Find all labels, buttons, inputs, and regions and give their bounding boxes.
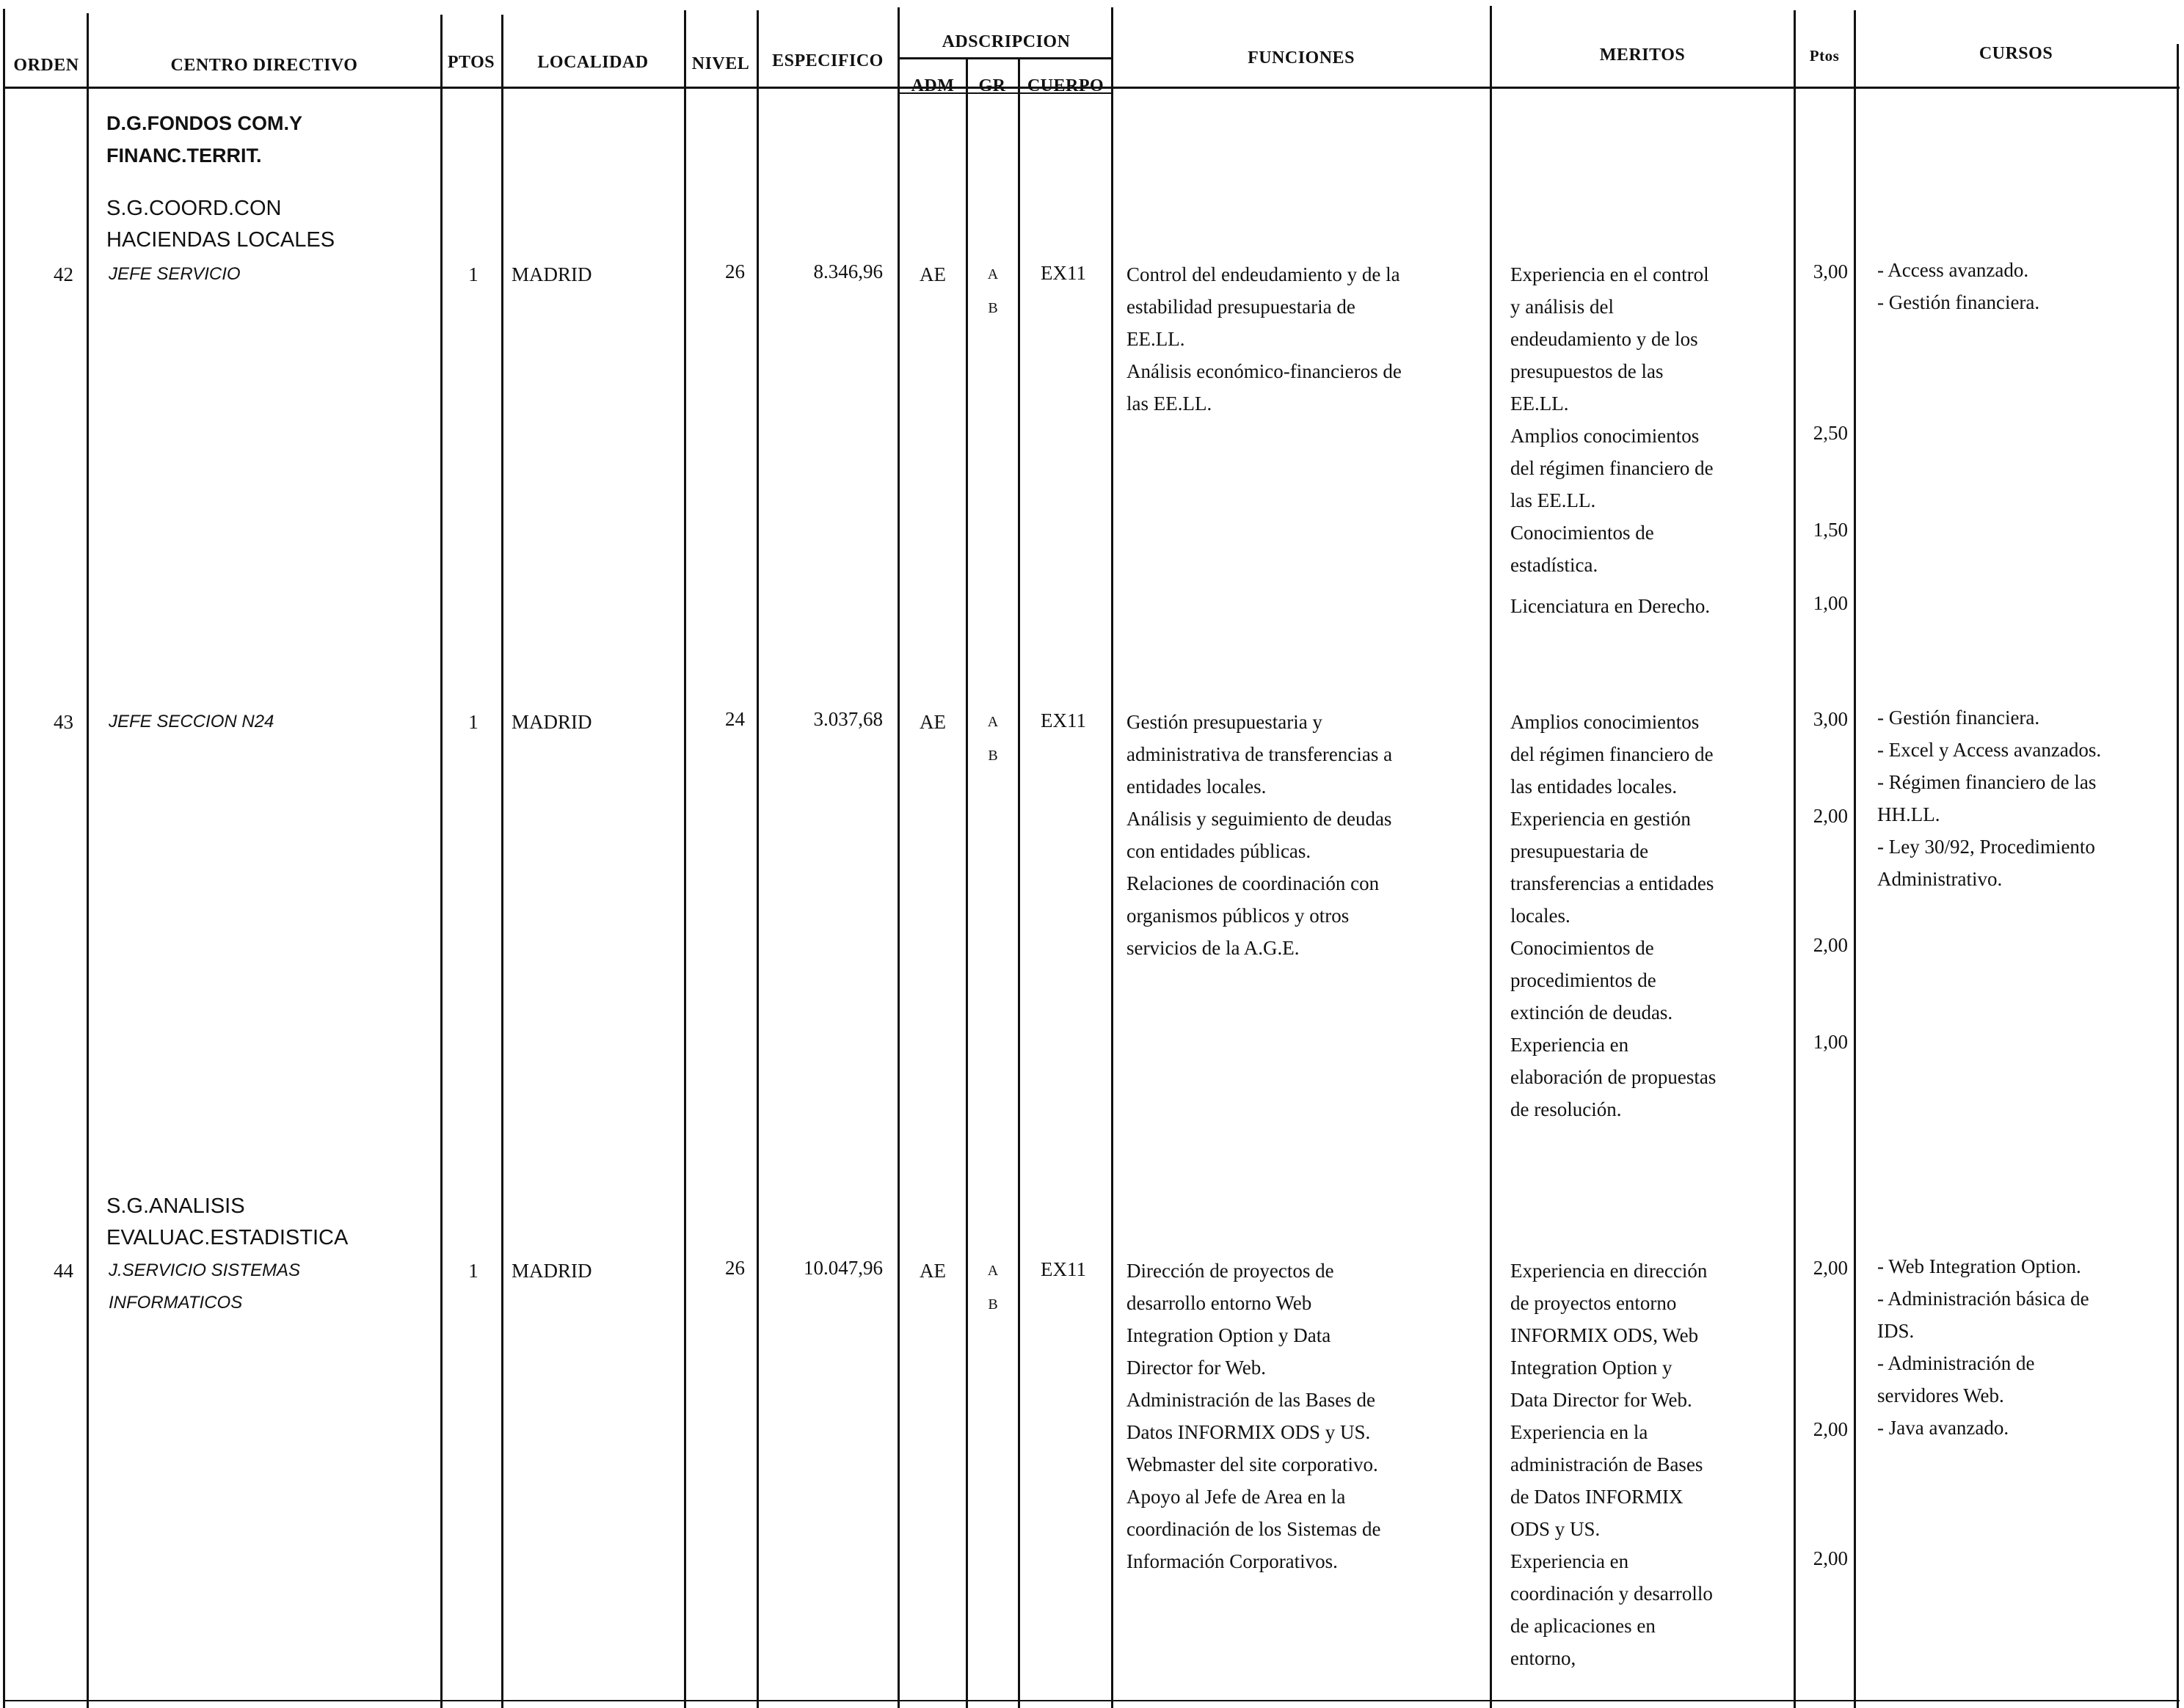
merito-line: de resolución. xyxy=(1510,1098,1622,1120)
grid-line xyxy=(87,13,89,1708)
merito-line: Integration Option y xyxy=(1510,1357,1672,1379)
gr-cell: A xyxy=(987,714,999,730)
funciones-line: Análisis económico-financieros de xyxy=(1126,360,1402,382)
merito-line: EE.LL. xyxy=(1510,393,1569,415)
merito-line: Conocimientos de xyxy=(1510,937,1654,959)
merito-line: Data Director for Web. xyxy=(1510,1389,1692,1411)
nivel-cell: 26 xyxy=(725,1257,745,1279)
header-cursos: CURSOS xyxy=(1979,44,2053,63)
cursos-line: servidores Web. xyxy=(1877,1384,2004,1406)
grid-line xyxy=(3,1700,2180,1701)
merito-line: Licenciatura en Derecho. xyxy=(1510,595,1711,617)
funciones-line: coordinación de los Sistemas de xyxy=(1126,1518,1381,1540)
merito-line: transferencias a entidades xyxy=(1510,872,1714,894)
merito-line: y análisis del xyxy=(1510,296,1614,318)
merito-line: de Datos INFORMIX xyxy=(1510,1486,1684,1508)
merito-line: Experiencia en gestión xyxy=(1510,808,1691,830)
header-cuerpo: CUERPO xyxy=(1027,76,1104,95)
funciones-line: Webmaster del site corporativo. xyxy=(1126,1453,1378,1475)
merito-line: entorno, xyxy=(1510,1647,1576,1669)
merito-line: Experiencia en dirección xyxy=(1510,1260,1708,1282)
gr-cell: B xyxy=(988,1296,998,1313)
orden-cell: 44 xyxy=(54,1260,73,1282)
merito-line: locales. xyxy=(1510,905,1570,927)
grid-line xyxy=(1111,7,1113,1708)
cuerpo-cell: EX11 xyxy=(1041,709,1086,731)
header-nivel: NIVEL xyxy=(691,54,750,73)
funciones-line: organismos públicos y otros xyxy=(1126,905,1350,927)
section-sg2-line1: S.G.ANALISIS xyxy=(106,1194,245,1218)
merito-ptos: 1,00 xyxy=(1813,592,1848,614)
cursos-line: - Administración de xyxy=(1877,1352,2035,1374)
merito-line: estadística. xyxy=(1510,554,1598,576)
puesto-cell: JEFE SECCION N24 xyxy=(109,712,274,731)
grid-line xyxy=(757,10,759,1708)
header-adm: ADM xyxy=(911,76,955,95)
merito-ptos: 2,00 xyxy=(1813,934,1848,956)
merito-line: Experiencia en xyxy=(1510,1550,1629,1572)
cursos-line: - Administración básica de xyxy=(1877,1288,2089,1310)
grid-line xyxy=(898,57,1113,59)
adm-cell: AE xyxy=(920,263,946,285)
merito-line: Amplios conocimientos xyxy=(1510,711,1700,733)
grid-line xyxy=(1854,10,1856,1708)
funciones-line: Gestión presupuestaria y xyxy=(1126,711,1322,733)
funciones-line: Administración de las Bases de xyxy=(1126,1389,1375,1411)
puesto-cell: JEFE SERVICIO xyxy=(109,264,241,284)
cursos-line: - Java avanzado. xyxy=(1877,1417,2009,1439)
funciones-line: servicios de la A.G.E. xyxy=(1126,937,1300,959)
especifico-cell: 10.047,96 xyxy=(804,1257,883,1279)
cuerpo-cell: EX11 xyxy=(1041,262,1086,284)
merito-ptos: 2,00 xyxy=(1813,1547,1848,1569)
header-orden: ORDEN xyxy=(13,56,79,75)
funciones-line: con entidades públicas. xyxy=(1126,840,1311,862)
funciones-line: Director for Web. xyxy=(1126,1357,1267,1379)
merito-ptos: 2,50 xyxy=(1813,422,1848,444)
header-especifico: ESPECIFICO xyxy=(772,51,884,70)
section-sg1-line1: S.G.COORD.CON xyxy=(106,197,282,220)
cursos-line: - Gestión financiera. xyxy=(1877,291,2040,313)
merito-line: Experiencia en el control xyxy=(1510,263,1709,285)
header-gr: GR xyxy=(978,76,1006,95)
gr-cell: A xyxy=(987,1263,999,1279)
ptos-cell: 1 xyxy=(468,1260,478,1282)
section-sg1-line2: HACIENDAS LOCALES xyxy=(106,228,335,252)
merito-line: del régimen financiero de xyxy=(1510,743,1714,765)
cursos-line: - Web Integration Option. xyxy=(1877,1255,2081,1277)
funciones-line: las EE.LL. xyxy=(1126,393,1212,415)
ptos-cell: 1 xyxy=(468,711,478,733)
funciones-line: entidades locales. xyxy=(1126,775,1267,798)
grid-line xyxy=(1490,6,1492,1708)
merito-line: Conocimientos de xyxy=(1510,522,1654,544)
header-localidad: LOCALIDAD xyxy=(537,53,649,72)
gr-cell: B xyxy=(988,300,998,316)
merito-line: de proyectos entorno xyxy=(1510,1292,1677,1314)
gr-cell: A xyxy=(987,266,999,282)
funciones-line: Relaciones de coordinación con xyxy=(1126,872,1380,894)
funciones-line: Análisis y seguimiento de deudas xyxy=(1126,808,1392,830)
merito-line: coordinación y desarrollo xyxy=(1510,1583,1713,1605)
cursos-line: IDS. xyxy=(1877,1320,1915,1342)
merito-line: endeudamiento y de los xyxy=(1510,328,1698,350)
funciones-line: desarrollo entorno Web xyxy=(1126,1292,1312,1314)
cursos-line: HH.LL. xyxy=(1877,803,1940,825)
adm-cell: AE xyxy=(920,1260,946,1282)
merito-ptos: 1,00 xyxy=(1813,1031,1848,1053)
nivel-cell: 26 xyxy=(725,260,745,282)
funciones-line: Datos INFORMIX ODS y US. xyxy=(1126,1421,1371,1443)
funciones-line: Integration Option y Data xyxy=(1126,1324,1331,1346)
cursos-line: - Gestión financiera. xyxy=(1877,707,2040,729)
merito-ptos: 2,00 xyxy=(1813,1418,1848,1440)
puesto-cell: INFORMATICOS xyxy=(109,1293,243,1313)
cursos-line: Administrativo. xyxy=(1877,868,2003,890)
merito-ptos: 3,00 xyxy=(1813,260,1848,282)
merito-ptos: 3,00 xyxy=(1813,708,1848,730)
cursos-line: - Excel y Access avanzados. xyxy=(1877,739,2102,761)
localidad-cell: MADRID xyxy=(512,711,592,733)
grid-line xyxy=(440,15,443,1708)
merito-line: las EE.LL. xyxy=(1510,489,1596,511)
merito-line: ODS y US. xyxy=(1510,1518,1601,1540)
cursos-line: - Régimen financiero de las xyxy=(1877,771,2097,793)
adm-cell: AE xyxy=(920,711,946,733)
funciones-line: Control del endeudamiento y de la xyxy=(1126,263,1400,285)
merito-line: presupuestos de las xyxy=(1510,360,1664,382)
orden-cell: 42 xyxy=(54,263,73,285)
orden-cell: 43 xyxy=(54,711,73,733)
merito-line: Experiencia en la xyxy=(1510,1421,1648,1443)
merito-line: INFORMIX ODS, Web xyxy=(1510,1324,1699,1346)
funciones-line: EE.LL. xyxy=(1126,328,1185,350)
merito-ptos: 1,50 xyxy=(1813,519,1848,541)
merito-line: elaboración de propuestas xyxy=(1510,1066,1717,1088)
section-dg-line1: D.G.FONDOS COM.Y xyxy=(106,112,303,134)
section-sg2-line2: EVALUAC.ESTADISTICA xyxy=(106,1226,349,1249)
merito-ptos: 2,00 xyxy=(1813,1257,1848,1279)
funciones-line: Dirección de proyectos de xyxy=(1126,1260,1334,1282)
merito-line: extinción de deudas. xyxy=(1510,1001,1673,1023)
cursos-line: - Ley 30/92, Procedimiento xyxy=(1877,836,2095,858)
funciones-line: administrativa de transferencias a xyxy=(1126,743,1393,765)
header-ptos-meritos: Ptos xyxy=(1809,47,1840,65)
merito-ptos: 2,00 xyxy=(1813,805,1848,827)
header-centro-directivo: CENTRO DIRECTIVO xyxy=(170,56,358,75)
merito-line: procedimientos de xyxy=(1510,969,1656,991)
ptos-cell: 1 xyxy=(468,263,478,285)
merito-line: de aplicaciones en xyxy=(1510,1615,1656,1637)
grid-line xyxy=(1794,10,1796,1708)
header-adscripcion: ADSCRIPCION xyxy=(942,32,1071,51)
merito-line: del régimen financiero de xyxy=(1510,457,1714,479)
merito-line: administración de Bases xyxy=(1510,1453,1703,1475)
cursos-line: - Access avanzado. xyxy=(1877,259,2029,281)
cuerpo-cell: EX11 xyxy=(1041,1258,1086,1280)
funciones-line: Información Corporativos. xyxy=(1126,1550,1338,1572)
nivel-cell: 24 xyxy=(725,708,745,730)
header-meritos: MERITOS xyxy=(1599,45,1686,65)
merito-line: presupuestaria de xyxy=(1510,840,1649,862)
localidad-cell: MADRID xyxy=(512,1260,592,1282)
header-ptos: PTOS xyxy=(447,53,495,72)
gr-cell: B xyxy=(988,748,998,764)
funciones-line: estabilidad presupuestaria de xyxy=(1126,296,1355,318)
merito-line: Amplios conocimientos xyxy=(1510,425,1700,447)
especifico-cell: 8.346,96 xyxy=(813,260,883,282)
localidad-cell: MADRID xyxy=(512,263,592,285)
header-funciones: FUNCIONES xyxy=(1248,48,1355,67)
grid-line xyxy=(2177,44,2179,1708)
funciones-line: Apoyo al Jefe de Area en la xyxy=(1126,1486,1346,1508)
grid-line xyxy=(3,9,5,1708)
puesto-cell: J.SERVICIO SISTEMAS xyxy=(109,1260,300,1280)
especifico-cell: 3.037,68 xyxy=(813,708,883,730)
merito-line: Experiencia en xyxy=(1510,1034,1629,1056)
merito-line: las entidades locales. xyxy=(1510,775,1678,798)
section-dg-line2: FINANC.TERRIT. xyxy=(106,145,262,167)
